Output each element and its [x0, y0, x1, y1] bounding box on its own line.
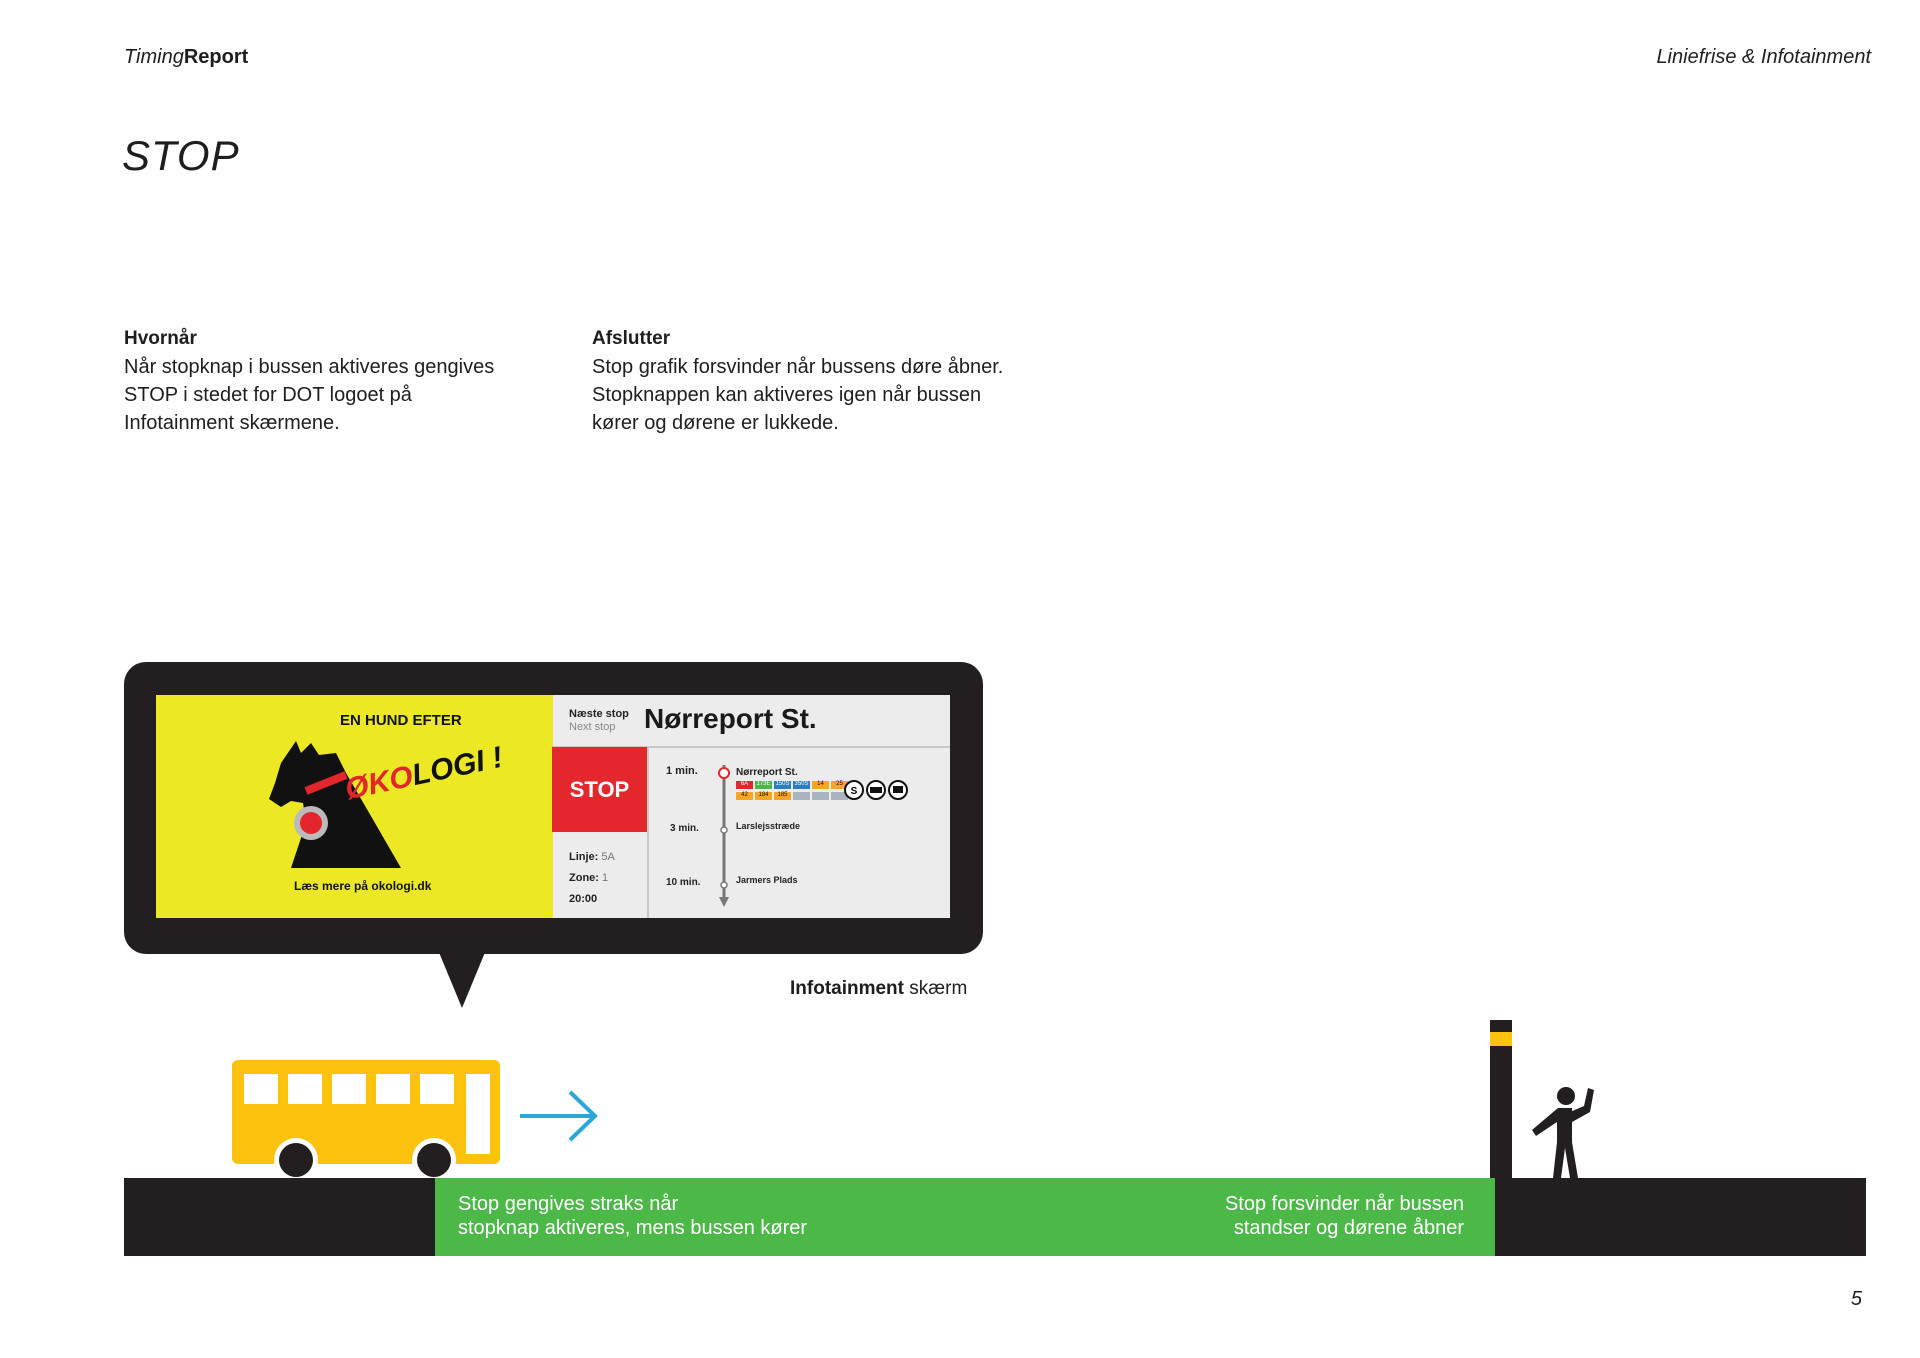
line-chip: 184 [755, 792, 772, 800]
segment-line: standser og dørene åbner [1233, 1217, 1464, 1239]
column-line: Når stopknap i bussen aktiveres gengives [124, 356, 495, 378]
next-stop-label-da: Næste stop [569, 708, 629, 720]
stop-time: 1 min. [666, 765, 698, 777]
person-waving-icon [1528, 1084, 1596, 1180]
column-when [124, 325, 544, 437]
line-chip: 25 [831, 781, 848, 789]
line-chip [812, 792, 829, 800]
column-line: Stopknappen kan aktiveres igen når bussen [592, 384, 982, 406]
line-chip: 14 [812, 781, 829, 789]
ad-brand-b: LOGI ! [409, 740, 506, 793]
connections-row [736, 781, 848, 789]
stop-name: Jarmers Plads [736, 875, 798, 885]
column-heading: Hvornår [124, 328, 197, 349]
segment-start-text [458, 1192, 807, 1240]
next-stop-label-en: Next stop [569, 721, 616, 733]
stop-name: Larslejsstræde [736, 821, 801, 831]
line-chip: 350S [794, 781, 809, 787]
bus-stop-pole-icon [1490, 1020, 1512, 1180]
line-chip: 42 [736, 792, 753, 800]
line-chip: 185 [774, 792, 791, 800]
line-value: 5A [601, 851, 615, 863]
route-line [716, 765, 732, 910]
transport-icons [844, 779, 914, 801]
bus-icon [230, 1056, 506, 1178]
segment-line: stopknap aktiveres, mens bussen kører [458, 1217, 808, 1239]
connections-row [736, 792, 848, 800]
brand-light: Timing [124, 46, 184, 68]
next-stop-name: Nørreport St. [644, 703, 817, 734]
segment-line: Stop gengives straks når [458, 1193, 679, 1215]
header-section: Liniefrise & Infotainment [1656, 46, 1871, 68]
line-chip: 173E [756, 781, 771, 787]
ad-panel [156, 695, 553, 918]
stop-time: 3 min. [670, 823, 699, 834]
ad-footer: Læs mere på okologi.dk [294, 879, 432, 893]
arrow-right-icon [518, 1088, 600, 1144]
dog-illustration [251, 723, 451, 893]
brand-bold: Report [183, 46, 249, 68]
trip-info [569, 847, 615, 910]
column-ends [592, 325, 1052, 437]
page-number: 5 [1850, 1288, 1862, 1310]
column-line: Stop grafik forsvinder når bussens døre åbner. [592, 356, 1004, 378]
caption-bold: Infotainment [790, 978, 904, 999]
column-line: kører og dørene er lukkede. [592, 412, 839, 434]
zone-value: 1 [602, 872, 609, 884]
column-line: STOP i stedet for DOT logoet på [124, 384, 412, 406]
segment-line: Stop forsvinder når bussen [1224, 1193, 1464, 1215]
header-brand [124, 46, 248, 69]
monitor-caption [790, 978, 967, 1000]
page-title: STOP [122, 132, 240, 179]
line-chip: 150S [775, 781, 790, 787]
column-heading: Afslutter [592, 328, 671, 349]
monitor-pointer [438, 950, 486, 1008]
ad-brand-a: ØKO [342, 759, 416, 807]
line-chip: 6A [736, 781, 753, 789]
stop-indicator: STOP [552, 747, 647, 832]
column-line: Infotainment skærmene. [124, 412, 340, 434]
stop-time: 10 min. [666, 877, 701, 888]
ad-headline: EN HUND EFTER [340, 712, 462, 729]
next-stop-label [569, 708, 629, 734]
zone-label: Zone: [569, 872, 599, 884]
divider [647, 747, 649, 918]
caption-rest: skærm [904, 978, 968, 999]
line-chip [793, 792, 810, 800]
stop-name: Nørreport St. [736, 767, 798, 778]
line-label: Linje: [569, 851, 599, 863]
segment-end-text [1225, 1192, 1464, 1240]
infotainment-screen [156, 695, 950, 918]
svg-text:S: S [850, 786, 858, 797]
clock: 20:00 [569, 893, 598, 905]
